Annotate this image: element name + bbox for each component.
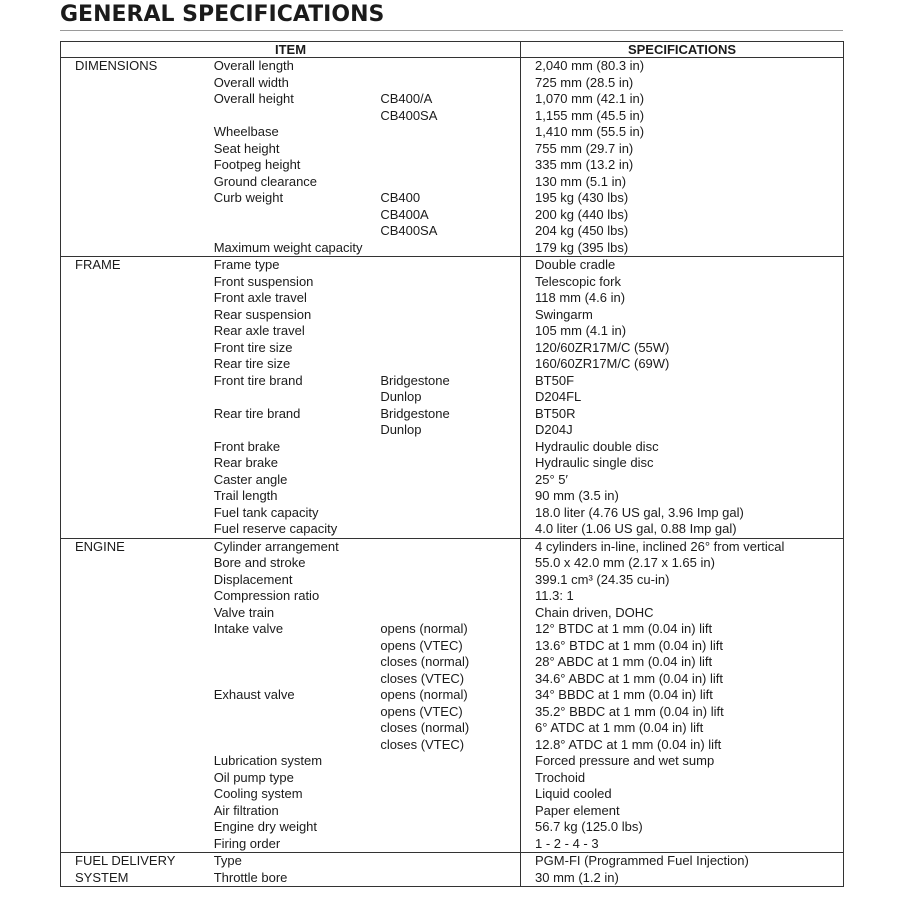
category-label [75, 290, 214, 307]
item-variant [380, 521, 520, 538]
table-row [75, 803, 520, 820]
spec-value: 118 mm (4.6 in) [535, 290, 626, 305]
spec-value: 195 kg (430 lbs) [535, 190, 629, 205]
title-rule [60, 30, 843, 31]
item-name: Air filtration [213, 802, 279, 818]
table-row [75, 108, 520, 125]
category-label: SYSTEM [75, 869, 129, 885]
item-variant: closes (normal) [380, 720, 470, 735]
item-name: Maximum weight capacity [213, 239, 363, 255]
spec-body [61, 58, 844, 887]
spec-value: BT50F [535, 372, 575, 388]
header-specifications: SPECIFICATIONS [521, 42, 844, 58]
spec-value: 1,410 mm (55.5 in) [535, 124, 645, 139]
table-row [75, 439, 520, 456]
item-name: Rear suspension [213, 306, 312, 322]
item-variant [380, 240, 520, 257]
item-variant [380, 555, 520, 572]
table-row [75, 671, 520, 688]
category-label [75, 91, 214, 108]
category-label [75, 406, 214, 423]
spec-value: 1,070 mm (42.1 in) [535, 91, 645, 106]
item-variant [380, 141, 520, 158]
category-label [75, 654, 214, 671]
spec-value: 34.6° ABDC at 1 mm (0.04 in) lift [535, 670, 723, 686]
category-label [75, 605, 214, 622]
category-label [75, 141, 214, 158]
item-variant [380, 853, 520, 870]
category-label [75, 223, 214, 240]
table-row [75, 75, 520, 92]
spec-section [61, 257, 844, 539]
table-row [75, 588, 520, 605]
item-name: Footpeg height [213, 157, 301, 172]
section-spec-cell [521, 58, 844, 257]
item-name: Overall width [213, 74, 289, 90]
item-variant [380, 356, 520, 373]
spec-value: D204J [535, 422, 573, 437]
item-variant: Bridgestone [380, 372, 450, 388]
category-label [75, 75, 214, 92]
category-label [75, 323, 214, 340]
item-variant [380, 870, 520, 887]
item-name [214, 422, 381, 439]
table-row [75, 373, 520, 390]
category-label [75, 555, 214, 572]
category-label: DIMENSIONS [75, 58, 158, 73]
item-name: Displacement [213, 571, 293, 587]
item-name [214, 704, 381, 721]
category-label [75, 488, 214, 505]
section-item-cell [61, 853, 521, 887]
category-label [75, 687, 214, 704]
category-label: FRAME [75, 257, 121, 272]
spec-value: Forced pressure and wet sump [535, 753, 715, 768]
item-variant [380, 274, 520, 291]
item-variant: CB400SA [380, 107, 438, 123]
item-variant [380, 488, 520, 505]
table-row [75, 819, 520, 836]
spec-value: 105 mm (4.1 in) [535, 323, 627, 338]
header-item: ITEM [61, 42, 521, 58]
item-name [214, 638, 381, 655]
category-label [75, 572, 214, 589]
category-label [75, 108, 214, 125]
item-name: Fuel tank capacity [213, 504, 319, 520]
item-name: Valve train [213, 604, 275, 620]
item-name: Rear tire size [213, 356, 291, 371]
item-name: Front suspension [213, 273, 314, 289]
spec-table [60, 41, 844, 887]
table-row [75, 704, 520, 721]
category-label [75, 455, 214, 472]
item-variant: opens (normal) [380, 621, 468, 636]
table-row [75, 340, 520, 357]
table-row [75, 240, 520, 257]
section-spec-cell [521, 853, 844, 887]
item-variant [380, 472, 520, 489]
spec-value: 335 mm (13.2 in) [535, 157, 634, 172]
table-row [75, 853, 520, 870]
spec-value: 56.7 kg (125.0 lbs) [535, 819, 643, 834]
item-variant [380, 455, 520, 472]
category-label [75, 588, 214, 605]
table-row [75, 472, 520, 489]
table-row [75, 605, 520, 622]
item-variant [380, 588, 520, 605]
item-name: Exhaust valve [213, 687, 295, 702]
item-variant [380, 340, 520, 357]
table-row [75, 157, 520, 174]
spec-value: 179 kg (395 lbs) [535, 239, 629, 255]
item-name: Oil pump type [213, 769, 294, 785]
table-row [75, 124, 520, 141]
item-name: Rear axle travel [213, 323, 305, 338]
item-variant: closes (VTEC) [380, 670, 465, 686]
table-row [75, 488, 520, 505]
table-row [75, 836, 520, 853]
category-label [75, 307, 214, 324]
category-label [75, 770, 214, 787]
item-name [214, 671, 381, 688]
spec-value: 55.0 x 42.0 mm (2.17 x 1.65 in) [535, 555, 715, 570]
table-row [75, 720, 520, 737]
table-row [75, 687, 520, 704]
category-label [75, 157, 214, 174]
item-name [214, 223, 381, 240]
spec-value: 399.1 cm³ (24.35 cu-in) [535, 571, 670, 587]
item-variant [380, 257, 520, 274]
item-name: Firing order [213, 835, 281, 851]
item-name: Intake valve [213, 621, 284, 636]
category-label [75, 373, 214, 390]
spec-value: 30 mm (1.2 in) [535, 869, 619, 885]
spec-value: 13.6° BTDC at 1 mm (0.04 in) lift [535, 637, 723, 653]
table-row [75, 753, 520, 770]
table-row [75, 539, 520, 556]
item-variant [380, 836, 520, 853]
table-row [75, 870, 520, 887]
spec-value: Trochoid [535, 769, 586, 785]
category-label [75, 472, 214, 489]
item-name: Throttle bore [213, 869, 288, 885]
spec-value: Hydraulic double disc [535, 438, 659, 454]
category-label [75, 274, 214, 291]
spec-value: 1,155 mm (45.5 in) [535, 107, 645, 123]
table-row [75, 141, 520, 158]
category-label [75, 240, 214, 257]
item-name: Front axle travel [213, 290, 307, 305]
item-name: Engine dry weight [213, 819, 318, 834]
table-row [75, 770, 520, 787]
table-row [75, 389, 520, 406]
spec-value: Double cradle [535, 257, 616, 272]
category-label [75, 207, 214, 224]
item-name [214, 654, 381, 671]
category-label: FUEL DELIVERY [75, 853, 176, 868]
spec-section [61, 58, 844, 257]
table-row [75, 406, 520, 423]
spec-value: 1 - 2 - 4 - 3 [535, 835, 599, 851]
item-variant [380, 58, 520, 75]
spec-value: 25° 5′ [535, 471, 568, 487]
table-row [75, 555, 520, 572]
item-variant [380, 819, 520, 836]
table-row [75, 274, 520, 291]
item-variant: CB400A [380, 206, 429, 222]
item-name [214, 389, 381, 406]
spec-value: Chain driven, DOHC [535, 604, 654, 620]
category-label [75, 505, 214, 522]
item-name: Wheelbase [213, 124, 279, 139]
item-name: Rear tire brand [213, 405, 301, 421]
item-variant [380, 786, 520, 803]
section-item-cell [61, 58, 521, 257]
table-row [75, 422, 520, 439]
section-item-cell [61, 538, 521, 853]
category-label [75, 720, 214, 737]
item-variant: closes (normal) [380, 654, 470, 669]
spec-value: 4 cylinders in-line, inclined 26° from vertical [535, 538, 785, 554]
item-name: Seat height [213, 140, 280, 156]
item-variant [380, 157, 520, 174]
category-label [75, 786, 214, 803]
item-variant [380, 539, 520, 556]
table-row [75, 505, 520, 522]
spec-value: Hydraulic single disc [535, 455, 654, 470]
item-name: Compression ratio [213, 588, 320, 603]
page-title: GENERAL SPECIFICATIONS [60, 2, 385, 27]
item-variant [380, 75, 520, 92]
category-label [75, 704, 214, 721]
spec-value: Paper element [535, 802, 620, 818]
item-variant [380, 605, 520, 622]
item-name: Overall length [213, 58, 294, 73]
table-row [75, 307, 520, 324]
item-name: Overall height [213, 91, 294, 106]
spec-value: 90 mm (3.5 in) [535, 488, 619, 503]
spec-value: 130 mm (5.1 in) [535, 173, 627, 189]
item-variant [380, 753, 520, 770]
table-row [75, 638, 520, 655]
item-variant: opens (VTEC) [380, 637, 463, 653]
category-label [75, 819, 214, 836]
item-variant [380, 803, 520, 820]
spec-section [61, 538, 844, 853]
item-variant: closes (VTEC) [380, 736, 465, 752]
spec-value: PGM-FI (Programmed Fuel Injection) [535, 853, 749, 868]
item-name: Front brake [213, 438, 281, 454]
item-variant: Bridgestone [380, 405, 450, 421]
category-label [75, 753, 214, 770]
item-name [214, 737, 381, 754]
spec-value: 725 mm (28.5 in) [535, 74, 634, 90]
item-variant: opens (normal) [380, 687, 468, 702]
table-row [75, 654, 520, 671]
item-name: Type [213, 853, 242, 868]
spec-value: 2,040 mm (80.3 in) [535, 58, 645, 73]
item-variant [380, 124, 520, 141]
table-row [75, 621, 520, 638]
table-row [75, 290, 520, 307]
table-row [75, 455, 520, 472]
spec-value: BT50R [535, 405, 576, 421]
item-name: Ground clearance [213, 173, 318, 189]
table-row [75, 786, 520, 803]
spec-value: Swingarm [535, 306, 593, 322]
category-label [75, 356, 214, 373]
section-spec-cell [521, 538, 844, 853]
spec-value: 6° ATDC at 1 mm (0.04 in) lift [535, 720, 704, 735]
category-label [75, 836, 214, 853]
category-label [75, 439, 214, 456]
item-variant [380, 505, 520, 522]
item-name: Bore and stroke [213, 555, 306, 570]
category-label [75, 737, 214, 754]
spec-value: 12° BTDC at 1 mm (0.04 in) lift [535, 621, 713, 636]
item-variant [380, 290, 520, 307]
spec-value: 755 mm (29.7 in) [535, 140, 634, 156]
spec-value: 35.2° BBDC at 1 mm (0.04 in) lift [535, 703, 724, 719]
spec-section [61, 853, 844, 887]
spec-value: Liquid cooled [535, 786, 612, 801]
category-label [75, 671, 214, 688]
item-name: Rear brake [213, 455, 278, 470]
item-name [214, 108, 381, 125]
category-label [75, 621, 214, 638]
spec-value: 34° BBDC at 1 mm (0.04 in) lift [535, 687, 713, 702]
category-label [75, 803, 214, 820]
table-header-row [61, 42, 844, 58]
item-variant: opens (VTEC) [380, 703, 463, 719]
section-spec-cell [521, 257, 844, 539]
table-row [75, 174, 520, 191]
item-variant [380, 174, 520, 191]
category-label [75, 521, 214, 538]
spec-value: 4.0 liter (1.06 US gal, 0.88 Imp gal) [535, 521, 737, 536]
table-row [75, 257, 520, 274]
item-name: Cylinder arrangement [213, 538, 339, 554]
item-name: Fuel reserve capacity [213, 521, 338, 536]
category-label [75, 174, 214, 191]
item-variant [380, 770, 520, 787]
spec-value: 28° ABDC at 1 mm (0.04 in) lift [535, 654, 713, 669]
item-variant: Dunlop [380, 389, 422, 404]
item-variant [380, 307, 520, 324]
item-variant: CB400 [380, 190, 421, 205]
item-name: Curb weight [213, 190, 284, 205]
item-variant [380, 572, 520, 589]
item-name: Caster angle [213, 471, 288, 487]
category-label [75, 422, 214, 439]
item-variant [380, 323, 520, 340]
item-variant [380, 439, 520, 456]
item-name: Trail length [213, 488, 278, 503]
spec-value: D204FL [535, 389, 582, 404]
item-name [214, 207, 381, 224]
spec-value: Telescopic fork [535, 273, 621, 289]
table-row [75, 737, 520, 754]
spec-value: 18.0 liter (4.76 US gal, 3.96 Imp gal) [535, 504, 744, 520]
item-variant: Dunlop [380, 422, 422, 437]
item-name [214, 720, 381, 737]
table-row [75, 323, 520, 340]
spec-value: 160/60ZR17M/C (69W) [535, 356, 670, 371]
table-row [75, 91, 520, 108]
category-label [75, 124, 214, 141]
category-label [75, 638, 214, 655]
category-label [75, 340, 214, 357]
spec-value: 200 kg (440 lbs) [535, 206, 629, 222]
spec-value: 11.3: 1 [535, 588, 574, 603]
table-row [75, 223, 520, 240]
category-label [75, 190, 214, 207]
table-row [75, 572, 520, 589]
spec-value: 12.8° ATDC at 1 mm (0.04 in) lift [535, 736, 722, 752]
item-name: Front tire brand [213, 372, 303, 388]
spec-value: 204 kg (450 lbs) [535, 223, 629, 238]
table-row [75, 207, 520, 224]
category-label: ENGINE [75, 538, 125, 554]
item-name: Cooling system [213, 786, 303, 801]
item-name: Front tire size [213, 339, 293, 355]
table-row [75, 58, 520, 75]
item-variant: CB400SA [380, 223, 438, 238]
spec-value: 120/60ZR17M/C (55W) [535, 339, 670, 355]
category-label [75, 389, 214, 406]
table-row [75, 521, 520, 538]
table-row [75, 356, 520, 373]
item-name: Frame type [213, 257, 280, 272]
item-name: Lubrication system [213, 753, 323, 768]
item-variant: CB400/A [380, 91, 433, 106]
table-row [75, 190, 520, 207]
section-item-cell [61, 257, 521, 539]
